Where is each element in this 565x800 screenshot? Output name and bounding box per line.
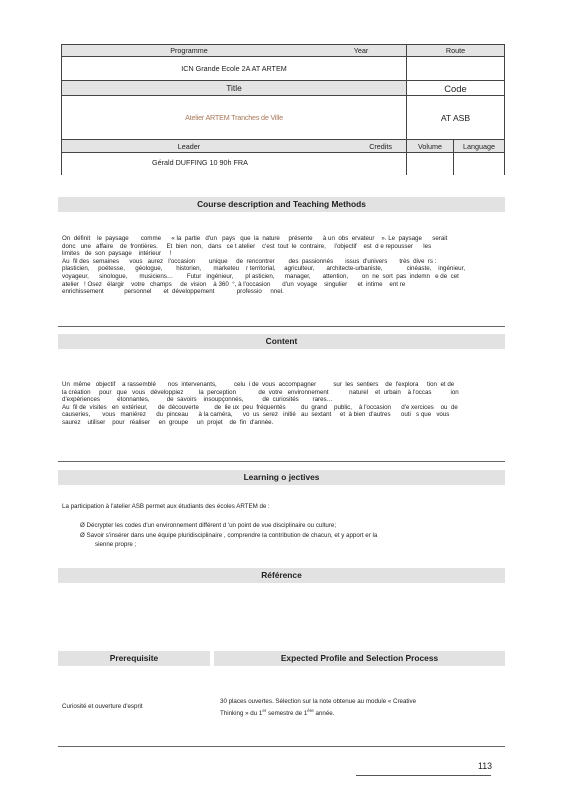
text-line: causeries, vous maniérez du pinceau à la caméra, vo us serez initié au sextant et à bien d'autres outi s que vous [62, 411, 450, 419]
code-label: Code [407, 81, 505, 96]
section-divider [58, 746, 505, 747]
text-line: d'expériences étonnantes, de savoirs insoupçonnés, de curiosités rares… [62, 396, 333, 404]
selection-text-line2 [220, 707, 502, 718]
programme-label: Programme [62, 45, 317, 57]
selection-text-part: Thinking » du 1 [220, 710, 263, 718]
text-line: voyageur, sinologue, musiciens… Futur ingénieur, pl asticien, manager, attention, on ne sort pas indemn e de cet [62, 272, 459, 280]
page-number: 113 [478, 761, 493, 771]
learning-item-1: Ø Décrypter les codes d'un environnement différent d 'un point de vue disciplinaire ou culture; [80, 522, 337, 529]
superscript: er [262, 708, 267, 713]
text-line: enrichissement personnel et développement professio nnel. [62, 288, 284, 296]
course-header-table [61, 44, 505, 175]
content-text [62, 381, 502, 427]
selection-text-line1: 30 places ouvertes. Sélection sur la note obtenue au module « Creative [220, 698, 417, 705]
course-description-heading: Course description and Teaching Methods [58, 197, 505, 212]
prerequisite-heading: Prerequisite [58, 651, 210, 666]
footer-rule [356, 775, 491, 776]
year-label: Year [316, 45, 407, 57]
volume-value [407, 153, 454, 175]
content-heading: Content [58, 334, 505, 349]
text-line: Un même objectif a rassemblé nos intervenants, celu i de vous accompagner sur les sentiers de l'explora tion et de [62, 381, 455, 388]
prerequisite-text: Curiosité et ouverture d'esprit [62, 703, 143, 710]
section-divider [58, 461, 505, 462]
course-title: Atelier ARTEM Tranches de Ville [62, 96, 407, 140]
text-line: Au fil de visites en extérieur, de découverte de lie ux peu fréquentés du grand public, à l'occasion d'e xercices ou de [62, 403, 458, 411]
selection-text-part: semestre de 1 [266, 710, 308, 718]
learning-intro: La participation à l'atelier ASB permet aux étudiants des écoles ARTEM de : [62, 503, 270, 510]
route-value [407, 57, 505, 81]
text-line: limites de son paysage intérieur ! [62, 250, 172, 258]
text-line: saurez utiliser pour réaliser en groupe un projet de fin d'année. [62, 418, 274, 426]
leader-value: Gérald DUFFING 10 90h FRA [62, 153, 407, 175]
superscript: ère [307, 708, 314, 713]
credits-label: Credits [316, 140, 407, 153]
text-line: On définit le paysage comme « la partie d'un pays que la nature présente à un obs ervateur ». Le paysage serait [62, 235, 448, 242]
title-label: Title [62, 81, 407, 96]
reference-heading: Référence [58, 568, 505, 583]
text-line: Au fil des semaines vous aurez l'occasion unique de rencontrer des passionnés issus d'univers très dive rs : [62, 257, 437, 265]
text-line: plasticien, poétesse, géologue, historien, marketeu r territorial, agriculteur, architecte-urbaniste, cinéaste, ingénieur, [62, 265, 466, 273]
expected-profile-heading: Expected Profile and Selection Process [214, 651, 505, 666]
learning-objectives-heading: Learning o jectives [58, 470, 505, 485]
course-description-text [62, 235, 502, 296]
selection-text-part: année. [313, 710, 335, 718]
text-line: donc une affaire de frontières. Et bien non, dans ce t atelier c'est tout le contraire, l'objectif est d e repousser les [62, 242, 432, 250]
route-label: Route [407, 45, 505, 57]
leader-label: Leader [62, 140, 317, 153]
programme-value: ICN Grande Ecole 2A AT ARTEM [62, 57, 407, 81]
volume-label: Volume [407, 140, 454, 153]
language-value [454, 153, 505, 175]
section-divider [58, 326, 505, 327]
learning-item-2-cont: sienne propre ; [95, 541, 137, 548]
learning-item-2: Ø Savoir s'insérer dans une équipe pluridisciplinaire , comprendre la contribution de chacun, et y apport er la [80, 532, 378, 539]
language-label: Language [454, 140, 505, 153]
text-line: atelier ! Osez élargir votre champs de vision à 360 °, à l'occasion d'un voyage singulier et intime ent re [62, 280, 406, 288]
text-line: la création pour que vous développiez la perception de votre environnement naturel et urbain à l'occas ion [62, 388, 459, 396]
course-code: AT ASB [407, 96, 505, 140]
